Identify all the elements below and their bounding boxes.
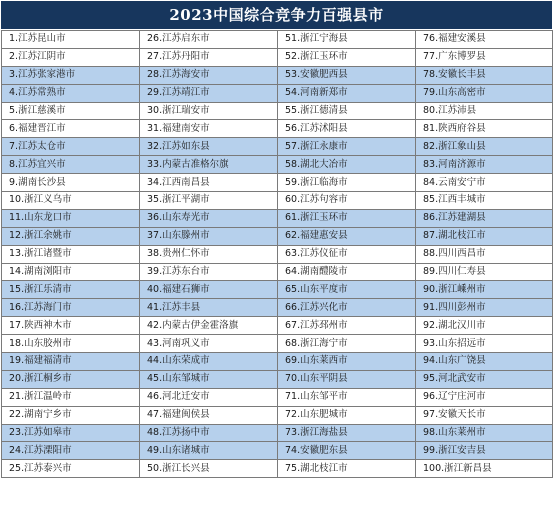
ranking-cell: 83.河南济源市 bbox=[416, 156, 553, 174]
ranking-cell: 82.浙江象山县 bbox=[416, 138, 553, 156]
ranking-cell: 15.浙江乐清市 bbox=[2, 281, 140, 299]
ranking-cell: 3.江苏张家港市 bbox=[2, 66, 140, 84]
table-row bbox=[2, 245, 553, 263]
ranking-cell: 27.江苏丹阳市 bbox=[140, 48, 278, 66]
ranking-cell: 34.江西南昌县 bbox=[140, 174, 278, 192]
ranking-cell: 64.湖南醴陵市 bbox=[278, 263, 416, 281]
ranking-cell: 51.浙江宁海县 bbox=[278, 31, 416, 49]
ranking-cell: 52.浙江玉环市 bbox=[278, 48, 416, 66]
ranking-cell: 98.山东莱州市 bbox=[416, 424, 553, 442]
ranking-cell: 53.安徽肥西县 bbox=[278, 66, 416, 84]
ranking-cell: 94.山东广饶县 bbox=[416, 353, 553, 371]
ranking-cell: 44.山东荣成市 bbox=[140, 353, 278, 371]
ranking-cell: 38.贵州仁怀市 bbox=[140, 245, 278, 263]
ranking-cell: 17.陕西神木市 bbox=[2, 317, 140, 335]
ranking-cell: 55.浙江德清县 bbox=[278, 102, 416, 120]
ranking-cell: 25.江苏泰兴市 bbox=[2, 460, 140, 478]
ranking-cell: 63.江苏仪征市 bbox=[278, 245, 416, 263]
ranking-cell: 1.江苏昆山市 bbox=[2, 31, 140, 49]
ranking-cell: 61.浙江玉环市 bbox=[278, 209, 416, 227]
table-row bbox=[2, 335, 553, 353]
ranking-cell: 12.浙江余姚市 bbox=[2, 227, 140, 245]
table-row bbox=[2, 192, 553, 210]
table-row bbox=[2, 442, 553, 460]
ranking-cell: 32.江苏如东县 bbox=[140, 138, 278, 156]
ranking-cell: 49.山东诸城市 bbox=[140, 442, 278, 460]
ranking-cell: 87.湖北枝江市 bbox=[416, 227, 553, 245]
table-row bbox=[2, 84, 553, 102]
table-row bbox=[2, 424, 553, 442]
ranking-cell: 91.四川彭州市 bbox=[416, 299, 553, 317]
ranking-cell: 4.江苏常熟市 bbox=[2, 84, 140, 102]
ranking-cell: 50.浙江长兴县 bbox=[140, 460, 278, 478]
ranking-cell: 95.河北武安市 bbox=[416, 370, 553, 388]
ranking-cell: 57.浙江永康市 bbox=[278, 138, 416, 156]
ranking-cell: 19.福建福清市 bbox=[2, 353, 140, 371]
ranking-cell: 39.江苏东台市 bbox=[140, 263, 278, 281]
ranking-cell: 81.陕西府谷县 bbox=[416, 120, 553, 138]
ranking-cell: 59.浙江临海市 bbox=[278, 174, 416, 192]
ranking-cell: 67.江苏邳州市 bbox=[278, 317, 416, 335]
ranking-cell: 100.浙江新昌县 bbox=[416, 460, 553, 478]
ranking-cell: 21.浙江温岭市 bbox=[2, 388, 140, 406]
table-row bbox=[2, 174, 553, 192]
ranking-cell: 90.浙江嵊州市 bbox=[416, 281, 553, 299]
ranking-cell: 62.福建惠安县 bbox=[278, 227, 416, 245]
ranking-cell: 54.河南新郑市 bbox=[278, 84, 416, 102]
ranking-cell: 11.山东龙口市 bbox=[2, 209, 140, 227]
ranking-cell: 74.安徽肥东县 bbox=[278, 442, 416, 460]
ranking-cell: 10.浙江义乌市 bbox=[2, 192, 140, 210]
table-row bbox=[2, 102, 553, 120]
ranking-cell: 68.浙江海宁市 bbox=[278, 335, 416, 353]
ranking-cell: 20.浙江桐乡市 bbox=[2, 370, 140, 388]
ranking-cell: 96.辽宁庄河市 bbox=[416, 388, 553, 406]
table-row bbox=[2, 31, 553, 49]
ranking-cell: 47.福建闽侯县 bbox=[140, 406, 278, 424]
table-row bbox=[2, 120, 553, 138]
ranking-cell: 42.内蒙古伊金霍洛旗 bbox=[140, 317, 278, 335]
ranking-cell: 37.山东滕州市 bbox=[140, 227, 278, 245]
ranking-cell: 70.山东平阴县 bbox=[278, 370, 416, 388]
ranking-cell: 84.云南安宁市 bbox=[416, 174, 553, 192]
ranking-cell: 46.河北迁安市 bbox=[140, 388, 278, 406]
table-row bbox=[2, 263, 553, 281]
table-row bbox=[2, 406, 553, 424]
ranking-cell: 66.江苏兴化市 bbox=[278, 299, 416, 317]
ranking-cell: 73.浙江海盐县 bbox=[278, 424, 416, 442]
ranking-cell: 72.山东肥城市 bbox=[278, 406, 416, 424]
ranking-cell: 9.湖南长沙县 bbox=[2, 174, 140, 192]
table-row bbox=[2, 460, 553, 478]
ranking-cell: 97.安徽天长市 bbox=[416, 406, 553, 424]
ranking-cell: 45.山东邹城市 bbox=[140, 370, 278, 388]
table-row bbox=[2, 353, 553, 371]
ranking-cell: 75.湖北枝江市 bbox=[278, 460, 416, 478]
ranking-cell: 69.山东莱西市 bbox=[278, 353, 416, 371]
ranking-cell: 31.福建南安市 bbox=[140, 120, 278, 138]
ranking-cell: 79.山东高密市 bbox=[416, 84, 553, 102]
ranking-cell: 85.江西丰城市 bbox=[416, 192, 553, 210]
ranking-cell: 99.浙江安吉县 bbox=[416, 442, 553, 460]
ranking-cell: 23.江苏如皋市 bbox=[2, 424, 140, 442]
table-row bbox=[2, 388, 553, 406]
ranking-cell: 76.福建安溪县 bbox=[416, 31, 553, 49]
ranking-cell: 22.湖南宁乡市 bbox=[2, 406, 140, 424]
ranking-cell: 77.广东博罗县 bbox=[416, 48, 553, 66]
table-row bbox=[2, 281, 553, 299]
ranking-cell: 36.山东寿光市 bbox=[140, 209, 278, 227]
ranking-cell: 78.安徽长丰县 bbox=[416, 66, 553, 84]
ranking-cell: 6.福建晋江市 bbox=[2, 120, 140, 138]
ranking-cell: 33.内蒙古准格尔旗 bbox=[140, 156, 278, 174]
ranking-cell: 5.浙江慈溪市 bbox=[2, 102, 140, 120]
ranking-cell: 28.江苏海安市 bbox=[140, 66, 278, 84]
ranking-cell: 56.江苏沭阳县 bbox=[278, 120, 416, 138]
ranking-cell: 13.浙江诸暨市 bbox=[2, 245, 140, 263]
ranking-cell: 30.浙江瑞安市 bbox=[140, 102, 278, 120]
ranking-cell: 92.湖北汉川市 bbox=[416, 317, 553, 335]
table-row bbox=[2, 48, 553, 66]
ranking-cell: 48.江苏扬中市 bbox=[140, 424, 278, 442]
ranking-cell: 26.江苏启东市 bbox=[140, 31, 278, 49]
table-row bbox=[2, 209, 553, 227]
table-row bbox=[2, 299, 553, 317]
ranking-cell: 29.江苏靖江市 bbox=[140, 84, 278, 102]
ranking-table bbox=[1, 30, 553, 478]
ranking-cell: 40.福建石狮市 bbox=[140, 281, 278, 299]
table-row bbox=[2, 370, 553, 388]
ranking-cell: 14.湖南浏阳市 bbox=[2, 263, 140, 281]
ranking-cell: 93.山东招远市 bbox=[416, 335, 553, 353]
ranking-cell: 18.山东胶州市 bbox=[2, 335, 140, 353]
table-row bbox=[2, 227, 553, 245]
ranking-cell: 7.江苏太仓市 bbox=[2, 138, 140, 156]
ranking-cell: 71.山东邹平市 bbox=[278, 388, 416, 406]
ranking-cell: 58.湖北大冶市 bbox=[278, 156, 416, 174]
ranking-cell: 65.山东平度市 bbox=[278, 281, 416, 299]
ranking-cell: 86.江苏建湖县 bbox=[416, 209, 553, 227]
table-row bbox=[2, 66, 553, 84]
table-row bbox=[2, 317, 553, 335]
ranking-cell: 89.四川仁寿县 bbox=[416, 263, 553, 281]
ranking-cell: 8.江苏宜兴市 bbox=[2, 156, 140, 174]
table-row bbox=[2, 138, 553, 156]
ranking-cell: 60.江苏句容市 bbox=[278, 192, 416, 210]
ranking-cell: 88.四川西昌市 bbox=[416, 245, 553, 263]
ranking-cell: 80.江苏沛县 bbox=[416, 102, 553, 120]
ranking-cell: 35.浙江平湖市 bbox=[140, 192, 278, 210]
ranking-cell: 41.江苏丰县 bbox=[140, 299, 278, 317]
ranking-cell: 43.河南巩义市 bbox=[140, 335, 278, 353]
ranking-cell: 2.江苏江阴市 bbox=[2, 48, 140, 66]
ranking-cell: 16.江苏海门市 bbox=[2, 299, 140, 317]
table-row bbox=[2, 156, 553, 174]
ranking-cell: 24.江苏溧阳市 bbox=[2, 442, 140, 460]
sheet-title: 2023中国综合竞争力百强县市 bbox=[1, 1, 552, 29]
